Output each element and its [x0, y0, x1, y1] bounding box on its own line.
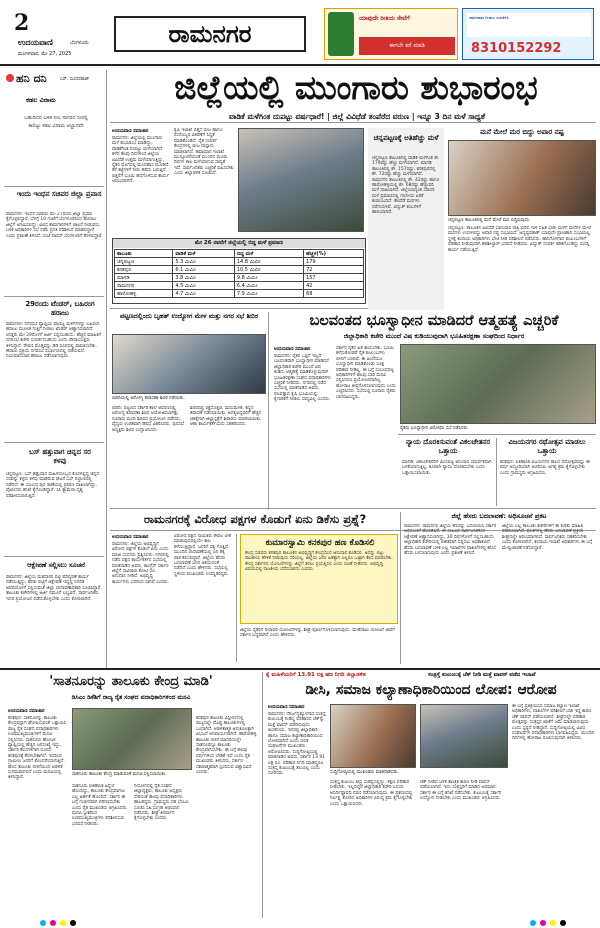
land-body-2: ಸರ್ಕಾರ ರೈತರ ಹಿತ ಕಾಯಬೇಕು. ಭೂಮಿ ಕಳೆದುಕೊಂಡರೆ ರೈತ ಕುಟುಂಬಗಳು ಬೀದಿಗೆ ಬರಲಿವೆ. ಈ ಹಿಂದೆಯೂ ಭೂಸ್ವಾಧೀನ ಮಾಡಿಕೊಂಡು ಸೂಕ್ತ ಪರಿಹಾರ ನೀಡಿಲ್ಲ. ಈ ಬಗ್ಗೆ ಸಂಬಂಧಪಟ್ಟ ಅಧಿಕಾರಿಗಳಿಗೆ ಹಲವು ಬಾರಿ ಮನವಿ ಸಲ್ಲಿಸಿದರೂ ಪ್ರಯೋಜನವಾಗಿಲ್ಲ. ಹೋರಾಟ ತೀವ್ರಗೊಳಿಸಲಾಗುವುದು ಎಂದು ಎಚ್ಚರಿಸಿದರು. ಸಭೆಯಲ್ಲಿ ನೂರಾರು ರೈತರು ಭಾಗವಹಿಸಿದ್ದರು. [336, 346, 396, 400]
table-cell: 3.8 ಮಿಮೀ [173, 274, 235, 282]
land-caption: ರೈತರು ಭೂಸ್ವಾಧೀನ ವಿರೋಧಿಸಿ ಸಭೆ ನಡೆಸಿದರು. [400, 426, 470, 431]
bottom-right-byline: ಉದಯವಾಣಿ ಸಮಾಚಾರ [268, 705, 305, 710]
table-cell: 4.5 ಮಿಮೀ [173, 282, 235, 290]
table-cell: ಚನ್ನಪಟ್ಟಣ [115, 258, 173, 266]
table-cell: 9.8 ಮಿಮೀ [234, 274, 303, 282]
rain-photo [238, 128, 364, 232]
event-head: ಪಟ್ಟಣದಲ್ಲಿಂದು ಬೃಹತ್ ಉದ್ಯೋಗ ಮೇಳ ಮತ್ತು ನಗರ ಸಭೆ ಶಿಬಿರ [120, 312, 258, 320]
bottom-right-headline: ಡೀಸಿ, ಸಮಾಜ ಕಲ್ಯಾಣಾಧಿಕಾರಿಯಿಂದ ಲೋಪ: ಆರೋಪ [305, 682, 557, 698]
left-story-1-head: ಇಂದು ಇಂಧನ ಸಚಿವರ ಜಿಲ್ಲಾ ಪ್ರವಾಸ [16, 190, 102, 198]
ad-phone: 8310152292 [471, 41, 562, 56]
rain-table [114, 249, 364, 298]
kumaraswamy-head: ಕುಮಾರಸ್ವಾಮಿ ಕನಕಪುರ ಹಣ ಕೊಡಿಸಲಿ [265, 538, 375, 548]
channapatna-body: ಚನ್ನಪಟ್ಟಣ ತಾಲೂಕಿನಲ್ಲಿ ವಾಡಿಕೆ ಮಳೆಗಿಂತ ಶೇ. 179ರಷ್ಟು ಹೆಚ್ಚು ಮಳೆಯಾಗಿದೆ. ಮಾಗಡಿ ತಾಲೂಕಿನಲ್ಲಿ ಶೇ. 157ರಷ್ಟು, ಕನಕಪುರದಲ್ಲಿ ಶೇ. 72ರಷ್ಟು ಹೆಚ್ಚು ಮಳೆಯಾಗಿದೆ. ರಾಮನಗರ ತಾಲೂಕಿನಲ್ಲಿ ಶೇ. 42ರಷ್ಟು ಹಾಗೂ ಹಾರೋಹಳ್ಳಿಯಲ್ಲಿ ಶೇ. 68ರಷ್ಟು ಹೆಚ್ಚುವರಿ ಮಳೆ ದಾಖಲಾಗಿದೆ. ಜಿಲ್ಲೆಯಾದ್ಯಂತ ಸರಾಸರಿ ಮಳೆ ಪ್ರಮಾಣದಲ್ಲಿ ಗಣನೀಯ ಏರಿಕೆ ಕಂಡುಬಂದಿದೆ. ಕೆಲವೆಡೆ ಮರಗಳು ಧರೆಗುರುಳಿವೆ. ವಿದ್ಯುತ್ ಕಂಬಗಳಿಗೆ ಹಾನಿಯಾಗಿದೆ. [372, 156, 440, 216]
event-photo [112, 334, 266, 394]
land-body-1: ರಾಮನಗರ: ರೈತರ ಒಪ್ಪಿಗೆ ಇಲ್ಲದೆ ಬಲವಂತವಾಗಿ ಭೂಸ್ವಾಧೀನ ಮಾಡಿದರೆ ಜಿಲ್ಲಾಧಿಕಾರಿ ಕಚೇರಿ ಮುಂದೆ ವಿಷ ಕುಡಿದು ಆತ್ಮಹತ್ಯೆ ಮಾಡಿಕೊಳ್ಳುವುದಾಗಿ ಭೂಹಿತರಕ್ಷಣಾ ಸಂಘದ ಪದಾಧಿಕಾರಿಗಳು ಎಚ್ಚರಿಕೆ ನೀಡಿದರು. ನಗರದಲ್ಲಿ ನಡೆದ ಸಭೆಯಲ್ಲಿ ಮಾತನಾಡಿದ ಅವರು, ಫಲವತ್ತಾದ ಕೃಷಿ ಭೂಮಿಯನ್ನು ಕೈಗಾರಿಕೆಗೆ ನೀಡಲು ಸಾಧ್ಯವಿಲ್ಲ ಎಂದರು. [274, 354, 332, 403]
main-story-body-1: ರಾಮನಗರ: ಜಿಲ್ಲೆಯಲ್ಲಿ ಮುಂಗಾರು ಮಳೆ ಶುಭಾರಂಭ ಮಾಡಿದ್ದು, ವಾಡಿಕೆಗಿಂತ ದುಪಟ್ಟು ಮಳೆಯಾಗಿದೆ. ಕಳೆದ ಕೆಲವು ದಿನಗಳಿಂದ ಜಿಲ್ಲೆಯ ವಿವಿಧೆಡೆ ಉತ್ತಮ ಮಳೆಯಾಗುತ್ತಿದ್ದು, ರೈತರ ಮೊಗದಲ್ಲಿ ಮಂದಹಾಸ ಮೂಡಿದೆ. ಕೆರೆ ಕಟ್ಟೆಗಳಿಗೆ ನೀರು ಹರಿದು ಬರುತ್ತಿದೆ. ಬಿತ್ತನೆಗೆ ಭೂಮಿ ಹದಗೊಳಿಸುವ ಕಾರ್ಯ ಆರಂಭವಾಗಿದೆ. [112, 136, 170, 185]
honey-dani-byline: ಎಸ್. ಸುಂದರರಾಜ್ [60, 77, 90, 82]
bottom-right-body-4: ಈ ಬಗ್ಗೆ ಪ್ರತಿಕ್ರಿಯಿಸಿದ ಸಮಾಜ ಕಲ್ಯಾಣ ಇಲಾಖೆ ಅಧಿಕಾರಿಗಳು, ದಾಖಲೆಗಳ ಪರಿಶೀಲನೆ ಬಾಕಿ ಇದ್ದ ಕಾರಣ ಚೆಕ್ ವಾಪಸ್ ಪಡೆಯಲಾಗಿದೆ. ಶೀಘ್ರದಲ್ಲೇ ಪರಿಹಾರ ಮೊತ್ತವನ್ನು ಸಂತ್ರಸ್ತರ ಖಾತೆಗೆ ಜಮೆ ಮಾಡಲಾಗುವುದು ಎಂದು ಸ್ಪಷ್ಟನೆ ನೀಡಿದ್ದಾರೆ. ಸುದ್ದಿಗೋಷ್ಠಿಯಲ್ಲಿ ವಿವಿಧ ಸಂಘಟನೆಗಳ ಪದಾಧಿಕಾರಿಗಳು ಭಾಗವಹಿಸಿದ್ದರು. ಮುಂದಿನ ದಿನಗಳಲ್ಲಿ ಹೋರಾಟ ರೂಪಿಸುವುದಾಗಿ ತಿಳಿಸಿದರು. [512, 704, 595, 742]
honey-dani-logo: ಹನಿ ದನಿ [16, 72, 47, 85]
table-cell: ಮಾಗಡಿ [115, 274, 173, 282]
table-row [115, 274, 364, 282]
table-cell: ಹಾರೋಹಳ್ಳಿ [115, 290, 173, 298]
table-cell: 7.9 ಮಿಮೀ [234, 290, 303, 298]
bottom-left-headline: 'ಸಾತನೂರನ್ನು ತಾಲೂಕು ಕೇಂದ್ರ ಮಾಡಿ' [49, 674, 213, 689]
nyaya-head: ನ್ಯಾಯ ದೊರಕಿಸುವಂತೆ ವಿಕಲಚೇತನರ ಒತ್ತಾಯ [405, 438, 491, 455]
kumaraswamy-box [240, 534, 398, 624]
event-body-2: ಶಿಬಿರದಲ್ಲಿ ರಕ್ತದೊತ್ತಡ, ಮಧುಮೇಹ, ಕಣ್ಣಿನ ತಪಾಸಣೆ ನಡೆಸಲಾಯಿತು. ಅಗತ್ಯವಿದ್ದವರಿಗೆ ಹೆಚ್ಚಿನ ಚಿಕಿತ್ಸೆಗಾಗಿ ಜಿಲ್ಲಾಸ್ಪತ್ರೆಗೆ ಶಿಫಾರಸು ಮಾಡಲಾಯಿತು. ಆಶಾ ಕಾರ್ಯಕರ್ತೆಯರು ಸಹಕರಿಸಿದರು. [190, 406, 262, 428]
bottom-right-body-1: ರಾಮನಗರ: ದೌರ್ಜನ್ಯಕ್ಕೊಳಗಾದ ಸಂತ್ರಸ್ತೆ ಕುಟುಂಬಕ್ಕೆ ನೀಡಿದ್ದ ಪರಿಹಾರದ ಚೆಕ್‌ನ್ನು ಮತ್ತೆ ವಾಪಸ್ ಪಡೆದಿರುವುದು ಖಂಡನೀಯ. ಇದರಲ್ಲಿ ಜಿಲ್ಲಾಧಿಕಾರಿ ಹಾಗೂ ಸಮಾಜ ಕಲ್ಯಾಣಾಧಿಕಾರಿಯಿಂದ ಲೋಪವಾಗಿದೆ ಎಂದು ದಲಿತ ಸಂಘಟನೆಗಳ ಮುಖಂಡರು ಆರೋಪಿಸಿದರು. ಸುದ್ದಿಗೋಷ್ಠಿಯಲ್ಲಿ ಮಾತನಾಡಿದ ಅವರು, ಸರ್ಕಾರ 13.91 ಲಕ್ಷ ರೂ. ಪರಿಹಾರ ನಿಗದಿ ಮಾಡಿದ್ದರೂ ಸಂತ್ರಸ್ತ ಕುಟುಂಬಕ್ಕೆ ತಲುಪಿಲ್ಲ ಎಂದು ದೂರಿದರು. [268, 712, 326, 777]
masthead [0, 0, 600, 66]
section-title: ರಾಮನಗರ [114, 16, 306, 52]
table-cell: 4.7 ಮಿಮೀ [173, 290, 235, 298]
main-story-body-2: ಕೃಷಿ ಇಲಾಖೆ ಬಿತ್ತನೆ ಬೀಜ ಹಾಗೂ ರಸಗೊಬ್ಬರ ವಿತರಣೆಗೆ ಸಿದ್ಧತೆ ಮಾಡಿಕೊಂಡಿದೆ. ರೈತ ಸಂಪರ್ಕ ಕೇಂದ್ರಗಳಲ್ಲಿ ಬೀಜ ದಾಸ್ತಾನು ಮಾಡಲಾಗಿದೆ. ಹವಾಮಾನ ಇಲಾಖೆ ಮುನ್ಸೂಚನೆಯಂತೆ ಮುಂದಿನ ಮೂರು ದಿನಗಳ ಕಾಲ ಮಳೆಯಾಗುವ ಸಾಧ್ಯತೆ ಇದೆ. ಸಾರ್ವಜನಿಕರು ಎಚ್ಚರಿಕೆ ವಹಿಸಬೇಕು ಎಂದು ಜಿಲ್ಲಾಡಳಿತ ಸೂಚಿಸಿದೆ. [174, 128, 234, 177]
ad-banner-2: ಜಾಹೀರಾತು ನೀಡಲು ಸಂಪರ್ಕಿಸಿ 8310152292 [462, 8, 594, 60]
ramanagara-headline: ರಾಮನಗರಕ್ಕೆ ವಿರೋಧ ಪಕ್ಷಗಳ ಕೊಡುಗೆ ಏನು ಡಿಕೆಸು ಪ್ರಶ್ನೆ? [143, 512, 367, 526]
bottom-right-photo-1 [330, 704, 416, 768]
rain-table-box [112, 238, 366, 304]
house-damage-head: ಮನೆ ಮೇಲೆ ಮರ ಬಿದ್ದು ಅಪಾರ ನಷ್ಟ [480, 128, 564, 136]
table-cell: 68 [304, 290, 364, 298]
table-cell: 42 [304, 282, 364, 290]
table-row [115, 290, 364, 298]
ramanagara-byline: ಉದಯವಾಣಿ ಸಮಾಚಾರ [112, 535, 149, 540]
left-story-2-body: ರಾಮನಗರ: ನಗರಸಭೆ ವ್ಯಾಪ್ತಿಯ ವಾಣಿಜ್ಯ ಮಳಿಗೆಗಳನ್ನು ಬಹಿರಂಗ ಹರಾಜು ಮೂಲಕ ಗುತ್ತಿಗೆ ನೀಡಲು ಟೆಂಡರ್ ಆಹ್ವಾನಿಸಲಾಗಿದೆ. ಆಸಕ್ತರು ಮೇ 29ರೊಳಗೆ ಅರ್ಜಿ ಸಲ್ಲಿಸಬಹುದು. ಹೆಚ್ಚಿನ ಮಾಹಿತಿಗೆ ನಗರಸಭೆ ಕಚೇರಿ ಸಂಪರ್ಕಿಸಬಹುದು ಎಂದು ಪೌರಾಯುಕ್ತರು ತಿಳಿಸಿದ್ದಾರೆ. ಠೇವಣಿ ಮೊತ್ತವನ್ನು ಡಿಡಿ ರೂಪದಲ್ಲಿ ಪಾವತಿಸಬೇಕು. ಹರಾಜು ಪ್ರಕ್ರಿಯೆ ನಗರಸಭೆ ಸಭಾಂಗಣದಲ್ಲಿ ನಡೆಯಲಿದೆ. ನಿಯಮಾನುಸಾರ ಹರಾಜು ನಡೆಸಲಾಗುವುದು. [6, 322, 102, 360]
honey-dani-heading: ಕಡಲ ವಿರಾಮ [26, 96, 56, 104]
table-cell: 6.1 ಮಿಮೀ [173, 266, 235, 274]
house-damage-caption: ಚನ್ನಪಟ್ಟಣ ತಾಲೂಕಿನಲ್ಲಿ ಮನೆ ಮೇಲೆ ಮರ ಬಿದ್ದಿರುವುದು. [448, 218, 531, 223]
bottom-right-body-3: ಚೆಕ್ ನೀಡಿದ ಬಳಿಕ ತಾಂತ್ರಿಕ ಕಾರಣ ನೀಡಿ ವಾಪಸ್ ಪಡೆಯಲಾಗಿದೆ. ಇದು ಸಂತ್ರಸ್ತರಿಗೆ ಮಾಡಿದ ಅವಮಾನ. ಸರ್ಕಾರ ಈ ಬಗ್ಗೆ ತನಿಖೆ ನಡೆಸಬೇಕು. ಕುಟುಂಬಕ್ಕೆ ಸರ್ಕಾರಿ ಉದ್ಯೋಗ ನೀಡಬೇಕು ಎಂದು ಮುಖಂಡರು ಆಗ್ರಹಿಸಿದರು. [420, 780, 502, 802]
ad-line-2: ಈಗಲೇ ಕರೆ ಮಾಡಿ [359, 37, 455, 55]
house-damage-body: ಚನ್ನಪಟ್ಟಣ: ತಾಲೂಕಿನ ವಿವಿಧೆಡೆ ಭಾನುವಾರ ರಾತ್ರಿ ಸುರಿದ ಗಾಳಿ ಸಹಿತ ಭಾರೀ ಮಳೆಗೆ ಮನೆಗಳ ಮೇಲೆ ಮರಗಳು ಉರುಳಿಬಿದ್ದು ಅಪಾರ ನಷ್ಟ ಸಂಭವಿಸಿದೆ. ಅದೃಷ್ಟವಶಾತ್ ಯಾವುದೇ ಪ್ರಾಣಹಾನಿ ಸಂಭವಿಸಿಲ್ಲ. ಸ್ಥಳಕ್ಕೆ ಕಂದಾಯ ಅಧಿಕಾರಿಗಳು ಭೇಟಿ ನೀಡಿ ಪರಿಶೀಲನೆ ನಡೆಸಿದರು. ಹಾನಿಗೊಳಗಾದ ಕುಟುಂಬಗಳಿಗೆ ಪರಿಹಾರ ನೀಡುವುದಾಗಿ ತಹಶೀಲ್ದಾರ್ ಭರವಸೆ ನೀಡಿದರು. ವಿದ್ಯುತ್ ಸಂಪರ್ಕ ಕಡಿತಗೊಂಡಿದ್ದು ದುರಸ್ತಿ ಕಾರ್ಯ ನಡೆಯುತ್ತಿದೆ. [448, 226, 592, 253]
honey-icon [6, 74, 14, 82]
rain-table-header: ವಾಡಿಕೆ ಮಳೆ [173, 250, 235, 258]
district-body-2: ಜಿಲ್ಲೆಯ ಎಲ್ಲ ತಾಲೂಕು ಕಚೇರಿಗಳಿಗೆ ಈ ಕುರಿತು ಮಾಹಿತಿ ರವಾನಿಸಲಾಗಿದೆ. ಫಲಕಗಳಲ್ಲಿ ಹೆಸರು ಬದಲಾವಣೆ ಪ್ರಕ್ರಿಯೆ ಶೀಘ್ರದಲ್ಲೇ ಆರಂಭವಾಗಲಿದೆ. ಸಾರ್ವಜನಿಕರು ಸಹಕರಿಸಬೇಕು ಎಂದು ಕೋರಲಾಗಿದೆ. ಕಂದಾಯ ಇಲಾಖೆ ಅಧಿಕಾರಿಗಳು ಈ ಬಗ್ಗೆ ಮೇಲ್ವಿಚಾರಣೆ ನಡೆಸಲಿದ್ದಾರೆ. [502, 524, 593, 551]
channapatna-box [368, 128, 444, 310]
bottom-left-photo [72, 708, 192, 770]
page-number: 2 [14, 10, 30, 36]
table-row [115, 282, 364, 290]
bottom-left-body-3: ನಿಯೋಗದಲ್ಲಿ ರೈತ ಸಂಘದ ಜಿಲ್ಲಾಧ್ಯಕ್ಷರು, ತಾಲೂಕು ಅಧ್ಯಕ್ಷರು ಸೇರಿದಂತೆ ಹಲವು ಪದಾಧಿಕಾರಿಗಳು ಹಾಜರಿದ್ದರು. ಗ್ರಾಮಸ್ಥರು ಸಹ ಬೆಂಬಲ ಸೂಚಿಸಿ ಸಹಿ ಸಂಗ್ರಹ ಅಭಿಯಾನ ನಡೆಸಿದರು. ಶೀಘ್ರ ತೀರ್ಮಾನ ಕೈಗೊಳ್ಳಬೇಕು ಎಂದರು. [134, 784, 189, 822]
ramanagara-body-2: ವಿರೋಧ ಪಕ್ಷದ ನಾಯಕರು ಕೇವಲ ಟೀಕೆ ಮಾಡುವುದರಲ್ಲಿಯೇ ಕಾಲ ಕಳೆಯುತ್ತಿದ್ದಾರೆ. ಜನರಿಗೆ ಸತ್ಯ ಗೊತ್ತಿದೆ. ಮುಂದಿನ ಚುನಾವಣೆಯಲ್ಲಿ ಜನ ತಕ್ಕ ಪಾಠ ಕಲಿಸಲಿದ್ದಾರೆ. ಜಿಲ್ಲೆಯ ಹೆಸರು ಬದಲಾವಣೆ ಜನರ ಆಶಯದಂತೆ ನಡೆದಿದೆ ಎಂದು ಹೇಳಿದರು. ಸಭೆಯಲ್ಲಿ ಸ್ಥಳೀಯ ಮುಖಂಡರು ಉಪಸ್ಥಿತರಿದ್ದರು. [174, 534, 231, 577]
paper-name: ಉದಯವಾಣಿ [18, 38, 53, 47]
table-cell: ರಾಮನಗರ [115, 282, 173, 290]
main-story-byline: ಉದಯವಾಣಿ ಸಮಾಚಾರ [112, 129, 149, 134]
ratha-body: ಕನಕಪುರ: ಐತಿಹಾಸಿಕ ವಿಜಯನಗರ ಕಾಲದ ರಥೋತ್ಸವವನ್ನು ಈ ವರ್ಷ ಅದ್ದೂರಿಯಾಗಿ ಆಚರಿಸಲು ಅಗತ್ಯ ಕ್ರಮ ಕೈಗೊಳ್ಳಬೇಕು ಎಂದು ಗ್ರಾಮಸ್ಥರು ಆಗ್ರಹಿಸಿದರು. [500, 460, 590, 476]
land-byline: ಉದಯವಾಣಿ ಸಮಾಚಾರ [274, 347, 311, 352]
land-subhead: ಜಿಲ್ಲಾಧಿಕಾರಿ ಕಚೇರಿ ಮುಂದೆ ವಿಷ ಕುಡಿಯುವುದಾಗಿ ಭೂಹಿತರಕ್ಷಣಾ ಸಂಘದಿಂದ ನಿರ್ಧಾರ [343, 332, 525, 340]
district-note: ಜಿಲ್ಲೆ ಹೆಸರು ಬದಲಾವಣೆ: ಅಧಿಸೂಚನೆ ಪ್ರಕಟ [451, 512, 547, 520]
table-cell: 5.3 ಮಿಮೀ [173, 258, 235, 266]
table-row [115, 266, 364, 274]
left-story-4-head: ಆಕ್ಷೇಪಣೆ ಸಲ್ಲಿಸಲು ಸೂಚನೆ [27, 561, 85, 569]
kumaraswamy-body: ಕೇಂದ್ರ ಸಚಿವರು ಕನಕಪುರ ತಾಲೂಕಿನ ಅಭಿವೃದ್ಧಿಗೆ ಕೇಂದ್ರದಿಂದ ಅನುದಾನ ಕೊಡಿಸಲಿ. ಅದನ್ನು ಬಿಟ್ಟು ರಾಜಕೀಯ ಹೇಳಿಕೆ ನೀಡುವುದು ಸರಿಯಲ್ಲ. ಜಿಲ್ಲೆಯ ಜನರ ಹಿತಕ್ಕಾಗಿ ಎಲ್ಲರೂ ಒಟ್ಟಾಗಿ ಕೆಲಸ ಮಾಡಬೇಕು. ಕೇಂದ್ರ ಸರ್ಕಾರದ ಯೋಜನೆಗಳನ್ನು ಜಿಲ್ಲೆಗೆ ತರಲು ಪ್ರಯತ್ನಿಸಲಿ ಎಂದು ಸಲಹೆ ನೀಡಿದರು. ಅಭಿವೃದ್ಧಿ ವಿಷಯದಲ್ಲಿ ರಾಜಕೀಯ ಬೆರೆಸಬಾರದು ಎಂದರು. [245, 551, 394, 573]
table-cell: 72 [304, 266, 364, 274]
bottom-right-kicker: ಕೈ ಮಹಿಳೆಯರಿಗೆ 13.91 ಲಕ್ಷ ಹಣ ನಿಗದಿ ಜಿಲ್ಲಾಡಳಿತ [266, 672, 366, 678]
edition: ಬೆಂಗಳೂರು [70, 40, 89, 46]
rain-table-header: ಬಿದ್ದ ಮಳೆ [234, 250, 303, 258]
rain-table-title: ಮೇ 26 ರವರೆಗೆ ಜಿಲ್ಲೆಯಲ್ಲಿ ಬಿದ್ದ ಮಳೆ ಪ್ರಮಾಣ [113, 239, 365, 248]
main-headline: ಜಿಲ್ಲೆಯಲ್ಲಿ ಮುಂಗಾರು ಶುಭಾರಂಭ [174, 68, 538, 107]
table-cell: 10.5 ಮಿಮೀ [234, 266, 303, 274]
bottom-left-body-1: ಕನಕಪುರ: ಸಾತನೂರನ್ನು ತಾಲೂಕು ಕೇಂದ್ರವನ್ನಾಗಿ ಘೋಷಿಸುವಂತೆ ಒತ್ತಾಯಿಸಿ ರಾಜ್ಯ ರೈತ ಸಂಘದ ಪದಾಧಿಕಾರಿಗಳು ಉಪಮುಖ್ಯಮಂತ್ರಿಗಳಿಗೆ ಮನವಿ ಸಲ್ಲಿಸಿದರು. ಸಾತನೂರು ಹೋಬಳಿ ವ್ಯಾಪ್ತಿಯಲ್ಲಿ ಹೆಚ್ಚಿನ ಜನಸಂಖ್ಯೆ ಇದ್ದು, ಸರ್ಕಾರಿ ಕೆಲಸಗಳಿಗಾಗಿ ದೂರದ ಕನಕಪುರಕ್ಕೆ ತೆರಳಬೇಕಾಗಿದೆ. ಇದರಿಂದ ಗ್ರಾಮೀಣ ಜನರಿಗೆ ತೊಂದರೆಯಾಗುತ್ತಿದೆ. ಹೊಸ ತಾಲೂಕು ರಚನೆಯಿಂದ ಆಡಳಿತ ಸುಗಮವಾಗಲಿದೆ ಎಂದು ಮನವಿಯಲ್ಲಿ ತಿಳಿಸಿದ್ದಾರೆ. [8, 716, 67, 781]
table-cell: 14.8 ಮಿಮೀ [234, 258, 303, 266]
left-story-3-body: ಚನ್ನಪಟ್ಟಣ: ಬಸ್ ಹತ್ತುವಾಗ ಮಹಿಳೆಯೊಬ್ಬರ ಕೊರಳಲ್ಲಿದ್ದ ಚಿನ್ನದ ಸರವನ್ನು ಕಳ್ಳರು ಕಳವು ಮಾಡಿರುವ ಘಟನೆ ಬಸ್ ನಿಲ್ದಾಣದಲ್ಲಿ ನಡೆದಿದೆ. ಈ ಸಂಬಂಧ ಪುರ ಠಾಣೆಯಲ್ಲಿ ಪ್ರಕರಣ ದಾಖಲಾಗಿದ್ದು, ಪೊಲೀಸರು ತನಿಖೆ ಕೈಗೊಂಡಿದ್ದಾರೆ. ಸಿಸಿ ಕ್ಯಾಮೆರಾ ದೃಶ್ಯ ಪರಿಶೀಲಿಸಲಾಗುತ್ತಿದೆ. [6, 472, 100, 499]
ramanagara-body-1: ರಾಮನಗರ: ಜಿಲ್ಲೆಯ ಅಭಿವೃದ್ಧಿಗೆ ವಿರೋಧ ಪಕ್ಷಗಳ ಕೊಡುಗೆ ಏನು ಎಂದು ಮಾಜಿ ಸಂಸದರು ಪ್ರಶ್ನಿಸಿದರು. ನಗರದಲ್ಲಿ ನಡೆದ ಪಕ್ಷದ ಕಾರ್ಯಕರ್ತರ ಸಭೆಯಲ್ಲಿ ಮಾತನಾಡಿದ ಅವರು, ಕಾಂಗ್ರೆಸ್ ಸರ್ಕಾರ ಜಿಲ್ಲೆಗೆ ಸಾವಿರಾರು ಕೋಟಿ ರೂ. ಅನುದಾನ ನೀಡಿದೆ. ಅಭಿವೃದ್ಧಿ ಕಾರ್ಯಗಳು ಭರದಿಂದ ಸಾಗಿವೆ ಎಂದರು. [112, 542, 170, 585]
event-body-1: ಬಿಡದಿ: ಪಟ್ಟಣದ ಸರ್ಕಾರಿ ಶಾಲೆ ಆವರಣದಲ್ಲಿ ಆರೋಗ್ಯ ತಪಾಸಣಾ ಶಿಬಿರ ಆಯೋಜಿಸಲಾಗಿತ್ತು. ನೂರಾರು ಮಂದಿ ಶಿಬಿರದ ಪ್ರಯೋಜನ ಪಡೆದರು. ವೈದ್ಯರು ಉಚಿತವಾಗಿ ಔಷಧ ವಿತರಿಸಿದರು. ಪುರಸಭೆ ಅಧ್ಯಕ್ಷರು ಶಿಬಿರ ಉದ್ಘಾಟಿಸಿದರು. [112, 406, 185, 433]
bottom-left-byline: ಉದಯವಾಣಿ ಸಮಾಚಾರ [8, 709, 45, 714]
registration-marks [0, 918, 600, 928]
district-body-1: ರಾಮನಗರ: ರಾಮನಗರ ಜಿಲ್ಲೆಯ ಹೆಸರನ್ನು ಬದಲಾಯಿಸಿ ಸರ್ಕಾರ ಅಧಿಸೂಚನೆ ಹೊರಡಿಸಿದೆ. ಈ ಸಂಬಂಧ ಸಾರ್ವಜನಿಕರಿಂದ ಆಕ್ಷೇಪಣೆ ಆಹ್ವಾನಿಸಲಾಗಿದ್ದು, 30 ದಿನಗಳೊಳಗೆ ಸಲ್ಲಿಸಬಹುದು. ಜಿಲ್ಲಾಧಿಕಾರಿ ಕಚೇರಿಯಲ್ಲಿ ಲಿಖಿತವಾಗಿ ಸಲ್ಲಿಸಲು ಅವಕಾಶವಿದೆ. ಹೆಸರು ಬದಲಾವಣೆ ಬಳಿಕ ಎಲ್ಲ ಇಲಾಖೆಗಳ ದಾಖಲೆಗಳಲ್ಲಿ ಹೊಸ ಹೆಸರು ಬಳಸಲಾಗುವುದು ಎಂದು ಪ್ರಕಟಣೆ ತಿಳಿಸಿದೆ. [404, 524, 497, 557]
bottom-left-subhead: ಡಿಸಿಎಂ ಡಿಕೆಶಿಗೆ ರಾಜ್ಯ ರೈತ ಸಂಘದ ಪದಾಧಿಕಾರಿಗಳಿಂದ ಮನವಿ [71, 694, 191, 701]
date: ಮಂಗಳವಾರ, ಮೇ 27, 2025 [18, 51, 72, 57]
house-damage-photo [448, 140, 596, 216]
bottom-right-body-2: ಸಂತ್ರಸ್ತ ಕುಟುಂಬ ತೀವ್ರ ಸಂಕಷ್ಟದಲ್ಲಿದ್ದು, ತಕ್ಷಣ ಪರಿಹಾರ ನೀಡಬೇಕು. ಇಲ್ಲದಿದ್ದರೆ ಜಿಲ್ಲಾಧಿಕಾರಿ ಕಚೇರಿ ಎದುರು ಅನಿರ್ದಿಷ್ಟಾವಧಿ ಧರಣಿ ನಡೆಸಲಾಗುವುದು. ಈ ಪ್ರಕರಣದಲ್ಲಿ ನಿರ್ಲಕ್ಷ್ಯ ತೋರಿದ ಅಧಿಕಾರಿಗಳ ವಿರುದ್ಧ ಕ್ರಮ ಕೈಗೊಳ್ಳಬೇಕು ಎಂದು ಒತ್ತಾಯಿಸಿದರು. [330, 780, 413, 807]
kumaraswamy-body-2: ಜಿಲ್ಲೆಯ ರೈತರಿಗೆ ನೀರಾವರಿ ಯೋಜನೆಗಳನ್ನು ಶೀಘ್ರ ಪೂರ್ಣಗೊಳಿಸಲಾಗುವುದು. ಮೇಕೆದಾಟು ಯೋಜನೆ ಜಾರಿಗೆ ಸರ್ಕಾರ ಬದ್ಧವಾಗಿದೆ ಎಂದು ಹೇಳಿದರು. [240, 628, 396, 639]
bottom-left-caption: ಸಾತನೂರು ತಾಲೂಕು ಕೇಂದ್ರ ಮಾಡುವಂತೆ ಮನವಿ ಸಲ್ಲಿಸಲಾಯಿತು. [72, 772, 167, 777]
nyaya-body: ಮಾಗಡಿ: ವಿಕಲಚೇತನರಿಗೆ ಮೀಸಲಿಟ್ಟ ಅನುದಾನ ಸಮರ್ಪಕವಾಗಿ ಬಳಕೆಯಾಗುತ್ತಿಲ್ಲ. ಕೂಡಲೇ ನ್ಯಾಯ ದೊರಕಿಸಬೇಕು ಎಂದು ಒತ್ತಾಯಿಸಲಾಯಿತು. [402, 460, 492, 476]
table-cell: 157 [304, 274, 364, 282]
table-row [115, 258, 364, 266]
table-cell: ಕನಕಪುರ [115, 266, 173, 274]
honey-dani-poem: ಬಹುದಿನದ ಬಳಿಕ ನೀಲ ಸಾಗರದ ನೀರಲ್ಲಿ ಕಾಲಿಟ್ಟು ಕಡಲ ವಿರಾಮ ಆಲ್ಹಾದವೇ [24, 115, 88, 129]
bottom-right-kicker-2: ಸಂತ್ರಸ್ತೆ ಕುಟುಂಬಕ್ಕೆ ಚೆಕ್ ನೀಡಿ ಮತ್ತೆ ವಾಪಸ್ ಪಡೆದ ಇಲಾಖೆ [428, 672, 536, 678]
left-story-4-body: ರಾಮನಗರ: ಜಿಲ್ಲೆಯ ಮತದಾರರ ಪಟ್ಟಿ ಪರಿಷ್ಕರಣೆ ಕಾರ್ಯ ನಡೆಯುತ್ತಿದ್ದು, ಕರಡು ಪಟ್ಟಿಗೆ ಆಕ್ಷೇಪಣೆ ಇದ್ದಲ್ಲಿ ನಿಗದಿತ ಅವಧಿಯೊಳಗೆ ಸಲ್ಲಿಸುವಂತೆ ಜಿಲ್ಲಾ ಚುನಾವಣಾಧಿಕಾರಿ ಸೂಚಿಸಿದ್ದಾರೆ. ತಾಲೂಕು ಕಚೇರಿಗಳಲ್ಲಿ ಅರ್ಜಿ ನಮೂನೆ ಲಭ್ಯವಿದೆ. ಸಾರ್ವಜನಿಕರು ಇದರ ಪ್ರಯೋಜನ ಪಡೆದುಕೊಳ್ಳಬೇಕು ಎಂದು ಕೋರಲಾಗಿದೆ. [6, 575, 102, 602]
left-story-3-head: ಬಸ್ ಹತ್ತುವಾಗ ಚಿನ್ನದ ಸರ ಕಳವು [29, 448, 91, 465]
bottom-right-photo-2 [420, 704, 508, 768]
bottom-left-body-2: ಸಾತನೂರು ಐತಿಹಾಸಿಕ ಹಿನ್ನೆಲೆ ಹೊಂದಿದ್ದು, ತಾಲೂಕು ಕೇಂದ್ರವಾಗಲು ಎಲ್ಲ ಅರ್ಹತೆ ಹೊಂದಿದೆ. ಸರ್ಕಾರ ಈ ಬಗ್ಗೆ ಗಂಭೀರವಾಗಿ ಪರಿಗಣಿಸಬೇಕು ಎಂದು ರೈತ ಮುಖಂಡರು ಆಗ್ರಹಿಸಿದರು. ಮನವಿ ಸ್ವೀಕರಿಸಿದ ಉಪಮುಖ್ಯಮಂತ್ರಿಗಳು ಪರಿಶೀಲಿಸುವ ಭರವಸೆ ನೀಡಿದರು. [72, 784, 128, 827]
rain-table-header-row [115, 250, 364, 258]
ad-line-1: ಯಾವುದೇ ರೀತಿಯ ಸೇವೆಗೆ [359, 15, 410, 22]
rain-table-header: ಹೆಚ್ಚಳ(%) [304, 250, 364, 258]
channapatna-head: ಚನ್ನಪಟ್ಟಣಕ್ಕೆ ಅತಿಹೆಚ್ಚು ಮಳೆ [373, 134, 439, 142]
rain-table-header: ತಾಲೂಕು [115, 250, 173, 258]
left-story-2-head: 29ರಂದು ಟೆಂಡರ್, ಬಹಿರಂಗ ಹರಾಜು [25, 300, 95, 317]
land-photo [400, 344, 596, 424]
honey-dani-column [4, 70, 104, 182]
ad-banner-1 [324, 8, 458, 60]
event-caption: ಬಿಡದಿಯಲ್ಲಿ ಆರೋಗ್ಯ ತಪಾಸಣಾ ಶಿಬಿರ ನಡೆಯಿತು. [112, 396, 185, 401]
land-headline: ಬಲವಂತದ ಭೂಸ್ವಾಧೀನ ಮಾಡಿದರೆ ಆತ್ಮಹತ್ಯೆ ಎಚ್ಚರಿಕೆ [309, 313, 559, 329]
bottom-right-caption: ಸುದ್ದಿಗೋಷ್ಠಿಯಲ್ಲಿ ಮುಖಂಡರು ಮಾತನಾಡಿದರು. [330, 770, 400, 775]
table-cell: 179 [304, 258, 364, 266]
ratha-head: ವಿಜಯನಗರ ರಥೋತ್ಸವ ಮಾಡಲು ಒತ್ತಾಯ [508, 438, 586, 455]
left-story-1-body: ರಾಮನಗರ: ಇಂಧನ ಸಚಿವರು ಮೇ 27ರಂದು ಜಿಲ್ಲಾ ಪ್ರವಾಸ ಕೈಗೊಳ್ಳಲಿದ್ದಾರೆ. ಬೆಳಗ್ಗೆ 10 ಗಂಟೆಗೆ ಬೆಂಗಳೂರಿನಿಂದ ಹೊರಟು ಜಿಲ್ಲೆಗೆ ಆಗಮಿಸಲಿದ್ದು, ವಿವಿಧ ಕಾಮಗಾರಿಗಳಿಗೆ ಚಾಲನೆ ನೀಡುವರು. ಬಳಿಕ ಅಧಿಕಾರಿಗಳ ಸಭೆ ನಡೆಸಿ ಪ್ರಗತಿ ಪರಿಶೀಲನೆ ಮಾಡಲಿದ್ದಾರೆ ಎಂದು ಪ್ರಕಟಣೆ ತಿಳಿಸಿದೆ. ಸಂಜೆ ವಾಪಸ್ ಬೆಂಗಳೂರಿಗೆ ತೆರಳಲಿದ್ದಾರೆ. [6, 212, 103, 239]
main-subhead: ವಾಡಿಕೆ ಮಳೆಗಿಂತ ದುಪಟ್ಟು ವರ್ಷಧಾರೆ! | ಜಿಲ್ಲೆ ವಿವಿಧೆಡೆ ತಂಪೆರೆದ ವರುಣ | ಇನ್ನೂ 3 ದಿನ ಮಳೆ ಸಾಧ್ಯತೆ [229, 112, 485, 121]
bottom-left-body-4: ಕನಕಪುರ ತಾಲೂಕು ವಿಸ್ತೀರ್ಣದಲ್ಲಿ ರಾಜ್ಯದಲ್ಲೇ ದೊಡ್ಡ ತಾಲೂಕುಗಳಲ್ಲಿ ಒಂದಾಗಿದೆ. ಆಡಳಿತಾತ್ಮಕ ಅನುಕೂಲಕ್ಕಾಗಿ ವಿಭಜನೆ ಅನಿವಾರ್ಯವಾಗಿದೆ. ಹಾರೋಹಳ್ಳಿ ತಾಲೂಕು ರಚನೆ ಮಾದರಿಯಲ್ಲೇ ಸಾತನೂರನ್ನೂ ತಾಲೂಕು ಕೇಂದ್ರವಾಗಿಸಬೇಕು. ಈ ಬಗ್ಗೆ ಹಲವು ವರ್ಷಗಳಿಂದ ಬೇಡಿಕೆ ಇದೆ ಎಂದು ರೈತ ಮುಖಂಡರು ತಿಳಿಸಿದರು. ಸರ್ಕಾರ ಸಕಾರಾತ್ಮಕವಾಗಿ ಸ್ಪಂದಿಸುವ ವಿಶ್ವಾಸವಿದೆ ಎಂದರು. [196, 716, 257, 776]
table-cell: 6.4 ಮಿಮೀ [234, 282, 303, 290]
